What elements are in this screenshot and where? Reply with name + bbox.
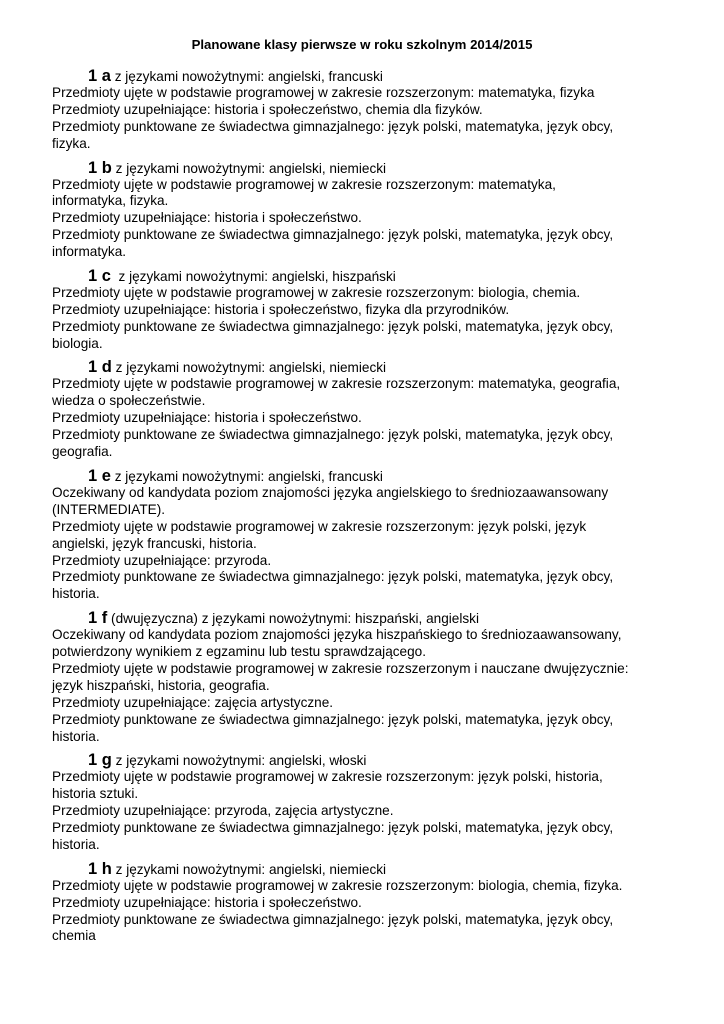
text-line: informatyka. (52, 244, 127, 260)
text-line: Przedmioty punktowane ze świadectwa gimnazjalnego: język polski, matematyka, język obcy, (52, 227, 614, 243)
text-line: historia. (52, 728, 100, 744)
class-heading (52, 268, 682, 285)
text-line: Przedmioty uzupełniające: przyroda, zajęcia artystyczne. (52, 803, 394, 819)
text-line: Przedmioty uzupełniające: zajęcia artystyczne. (52, 694, 334, 710)
text-line: Przedmioty punktowane ze świadectwa gimnazjalnego: język polski, matematyka, język obcy, (52, 820, 614, 836)
text-line: Oczekiwany od kandydata poziom znajomości języka angielskiego to średniozaawansowany (52, 484, 609, 500)
text-line: Przedmioty ujęte w podstawie programowej w zakresie rozszerzonym: biologia, chemia, fizyka. (52, 877, 623, 893)
class-heading (52, 160, 682, 177)
class-code: 1 g (88, 751, 112, 770)
text-line: Przedmioty punktowane ze świadectwa gimnazjalnego: język polski, matematyka, język obcy, (52, 118, 614, 134)
class-code: 1 f (88, 609, 108, 628)
class-languages: z językami nowożytnymi: angielski, niemiecki (111, 160, 387, 176)
document-title: Planowane klasy pierwsze w roku szkolnym 2014/2015 (191, 37, 533, 52)
text-line: historia. (52, 836, 100, 852)
text-line: Przedmioty uzupełniające: historia i społeczeństwo, fizyka dla przyrodników. (52, 301, 510, 317)
text-line: Przedmioty uzupełniające: historia i społeczeństwo. (52, 210, 362, 226)
text-line: Przedmioty ujęte w podstawie programowej w zakresie rozszerzonym: matematyka, fizyka (52, 85, 595, 100)
class-languages: z językami nowożytnymi: angielski, francuski (110, 69, 383, 84)
class-section-1g (52, 752, 682, 854)
class-heading (52, 68, 682, 85)
class-code: 1 d (88, 358, 112, 377)
text-line: angielski, język francuski, historia. (52, 535, 257, 551)
text-line: wiedza o społeczeństwie. (52, 393, 206, 409)
class-code: 1 b (88, 158, 112, 177)
text-line: Przedmioty punktowane ze świadectwa gimnazjalnego: język polski, matematyka, język obcy, (52, 318, 614, 334)
text-line: Przedmioty ujęte w podstawie programowej w zakresie rozszerzonym: matematyka, (52, 176, 556, 192)
class-section-1e (52, 468, 682, 603)
class-heading (52, 359, 682, 376)
text-line: potwierdzony wynikiem z egzaminu lub testu sprawdzającego. (52, 644, 427, 660)
text-line: Przedmioty uzupełniające: historia i społeczeństwo. (52, 410, 362, 426)
text-line: historia sztuki. (52, 786, 139, 802)
class-section-1h (52, 861, 682, 946)
text-line: Przedmioty punktowane ze świadectwa gimnazjalnego: język polski, matematyka, język obcy, (52, 427, 614, 443)
class-languages: z językami nowożytnymi: angielski, francuski (110, 468, 383, 484)
class-code: 1 c (88, 266, 111, 285)
text-line: biologia. (52, 335, 103, 351)
text-line: Przedmioty ujęte w podstawie programowej w zakresie rozszerzonym: język polski, język (52, 518, 587, 534)
class-list (52, 68, 682, 952)
class-code: 1 h (88, 859, 112, 878)
text-line: Przedmioty punktowane ze świadectwa gimnazjalnego: język polski, matematyka, język obcy, (52, 569, 614, 585)
class-languages: z językami nowożytnymi: angielski, hiszpański (110, 268, 396, 284)
class-code: 1 a (88, 67, 111, 85)
text-line: fizyka. (52, 135, 91, 151)
text-line: Przedmioty ujęte w podstawie programowej w zakresie rozszerzonym: matematyka, geografia, (52, 376, 621, 392)
text-line: Oczekiwany od kandydata poziom znajomości języka hiszpańskiego to średniozaawansowany, (52, 627, 622, 643)
class-languages: (dwujęzyczna) z językami nowożytnymi: hiszpański, angielski (107, 611, 479, 627)
text-line: (INTERMEDIATE). (52, 501, 166, 517)
class-heading (52, 468, 682, 485)
text-line: informatyka, fizyka. (52, 193, 169, 209)
class-heading (52, 861, 682, 878)
class-section-1a (52, 68, 682, 153)
text-line: Przedmioty punktowane ze świadectwa gimnazjalnego: język polski, matematyka, język obcy, (52, 911, 614, 927)
text-line: Przedmioty ujęte w podstawie programowej w zakresie rozszerzonym i nauczane dwujęzycznie: (52, 660, 629, 676)
class-section-1f (52, 610, 682, 745)
class-code: 1 e (88, 466, 111, 485)
text-line: Przedmioty uzupełniające: historia i społeczeństwo, chemia dla fizyków. (52, 101, 483, 117)
text-line: Przedmioty punktowane ze świadectwa gimnazjalnego: język polski, matematyka, język obcy, (52, 711, 614, 727)
class-heading (52, 610, 682, 627)
text-line: chemia (52, 928, 96, 944)
text-line: Przedmioty uzupełniające: przyroda. (52, 552, 272, 568)
text-line: Przedmioty ujęte w podstawie programowej w zakresie rozszerzonym: biologia, chemia. (52, 284, 581, 300)
class-languages: z językami nowożytnymi: angielski, niemiecki (111, 861, 387, 877)
text-line: historia. (52, 586, 100, 602)
class-languages: z językami nowożytnymi: angielski, włoski (111, 753, 367, 769)
text-line: Przedmioty uzupełniające: historia i społeczeństwo. (52, 894, 362, 910)
class-section-1b (52, 160, 682, 262)
text-line: Przedmioty ujęte w podstawie programowej w zakresie rozszerzonym: język polski, historia, (52, 769, 603, 785)
class-section-1c (52, 268, 682, 353)
class-languages: z językami nowożytnymi: angielski, niemiecki (111, 360, 387, 376)
class-heading (52, 752, 682, 769)
text-line: język hiszpański, historia, geografia. (52, 677, 270, 693)
class-section-1d (52, 359, 682, 461)
text-line: geografia. (52, 444, 113, 460)
